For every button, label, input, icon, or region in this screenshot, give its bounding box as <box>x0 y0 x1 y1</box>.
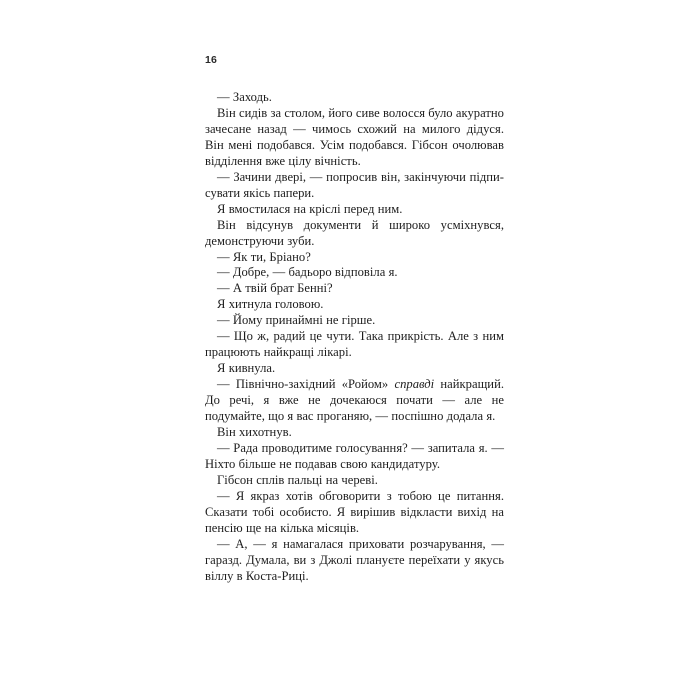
paragraph: Він відсунув документи й широко усміхнувся, демонструючи зуби. <box>205 217 504 248</box>
emphasis-text: справді <box>394 377 435 392</box>
paragraph: Я вмостилася на кріслі перед ним. <box>217 201 403 216</box>
page-number: 16 <box>205 54 218 66</box>
paragraph: Він сидів за столом, його сиве волосся було акуратно зачесане назад — чимось схожий на милого дідуся. Він мені подобався. Усім подобався. Гібсон очолював відділення вже цілу вічність. <box>205 105 504 168</box>
paragraph: Гібсон сплів пальці на череві. <box>217 472 378 487</box>
paragraph-with-emphasis <box>205 377 504 425</box>
paragraph: — Добре, — бадьоро відповіла я. <box>217 265 398 280</box>
paragraph: — Зачини двері, — попросив він, закінчуючи підписувати якісь папери. <box>205 169 504 200</box>
paragraph: Я хитнула головою. <box>217 297 324 312</box>
paragraph: Він хихотнув. <box>217 425 292 440</box>
paragraph: — Я якраз хотів обговорити з тобою це питання. Сказати тобі особисто. Я вирішив відкласти вихід на пенсію ще на кілька місяців. <box>205 488 504 535</box>
paragraph: — Заходь. <box>217 90 272 104</box>
paragraph: — Йому принаймні не гірше. <box>217 313 376 328</box>
paragraph-text-before: — Північно-західний «Ройом» <box>217 377 395 392</box>
body-text-block <box>205 90 504 585</box>
paragraph: — А, — я намагалася приховати розчарування, — гаразд. Думала, ви з Джолі плануєте переїхати у якусь віллу в Коста-Риці. <box>205 536 504 583</box>
paragraph-text-after: найкращий. До речі, я вже не дочекаюся почати — але не подумайте, що я вас проганяю, — поспішно додала я. <box>205 377 504 424</box>
paragraph: — Рада проводитиме голосування? — запитала я. — Ніхто більше не подавав свою кандидатуру. <box>205 440 504 471</box>
paragraph: Я кивнула. <box>217 361 276 376</box>
paragraph: — Що ж, радий це чути. Така прикрість. Але з ним працюють найкращі лікарі. <box>205 329 504 360</box>
paragraph: — Як ти, Бріано? <box>217 249 311 264</box>
paragraph: — А твій брат Бенні? <box>217 281 333 296</box>
